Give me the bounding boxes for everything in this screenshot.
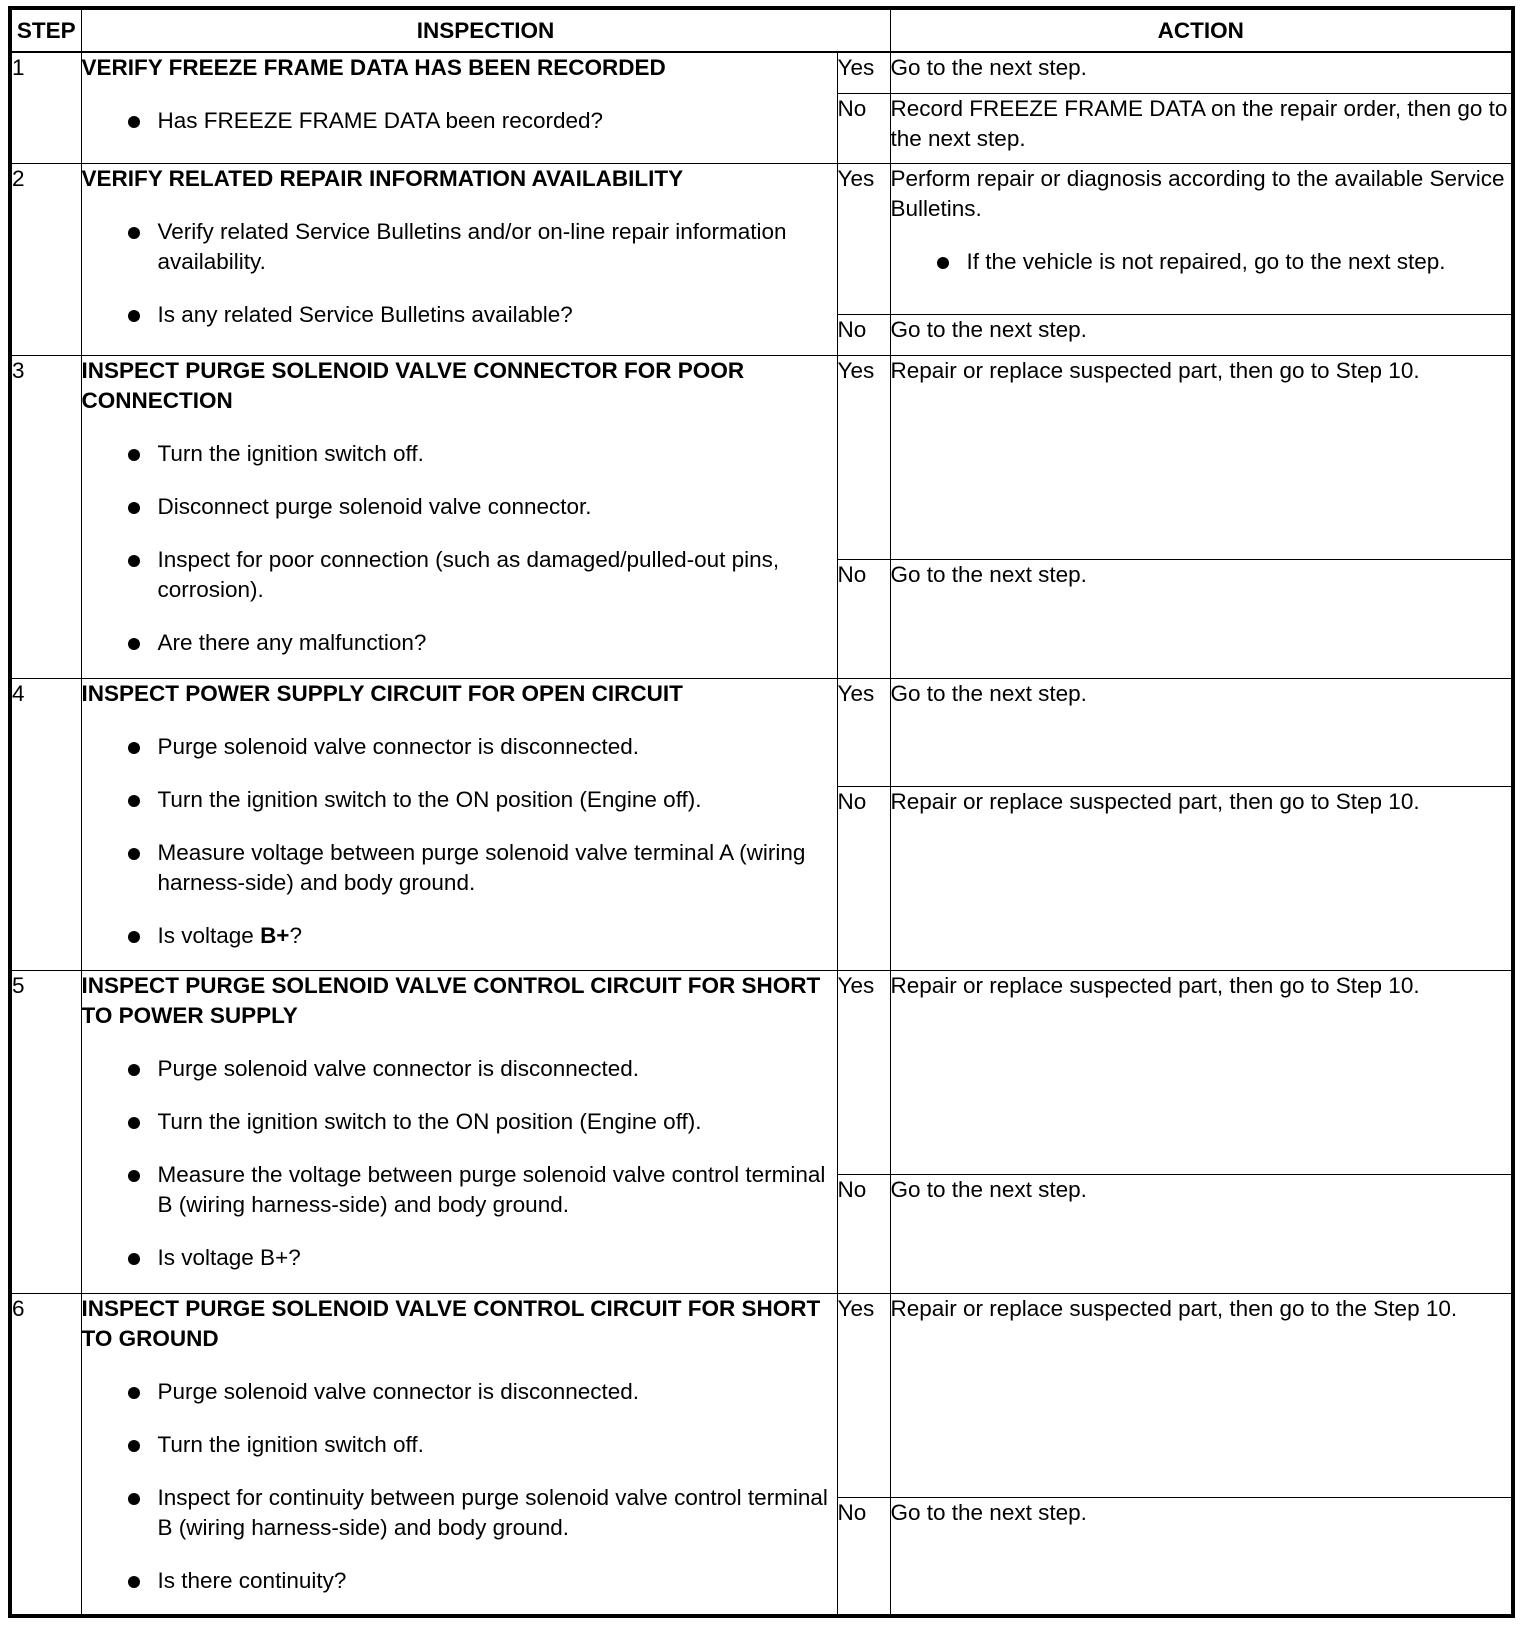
bullet-list <box>82 732 837 951</box>
bullet-item: Is there continuity? <box>82 1566 837 1596</box>
yes-action: Repair or replace suspected part, then go to Step 10. <box>890 970 1513 1174</box>
step-5-inspection <box>81 970 837 1293</box>
bullet-item: Inspect for continuity between purge solenoid valve control terminal B (wiring harness-side) and body ground. <box>82 1483 837 1543</box>
no-label: No <box>837 93 890 163</box>
diagnostic-table <box>8 6 1515 1618</box>
bullet-item: Turn the ignition switch off. <box>82 1430 837 1460</box>
bullet-item: Turn the ignition switch to the ON position (Engine off). <box>82 1107 837 1137</box>
bullet-item: Turn the ignition switch to the ON position (Engine off). <box>82 785 837 815</box>
bullet-list <box>82 217 837 330</box>
step-2-inspection <box>81 163 837 355</box>
step-title: INSPECT PURGE SOLENOID VALVE CONTROL CIRCUIT FOR SHORT TO POWER SUPPLY <box>81 972 821 1028</box>
step-1-yes-row <box>10 52 1513 93</box>
step-4-yes-row <box>10 678 1513 786</box>
bullet-item: Is voltage B+? <box>82 1243 837 1273</box>
bullet-item: Turn the ignition switch off. <box>82 439 837 469</box>
bullet-list <box>82 1377 837 1596</box>
step-number: 2 <box>10 163 81 355</box>
step-number: 5 <box>10 970 81 1293</box>
step-number: 1 <box>10 52 81 163</box>
step-number: 4 <box>10 678 81 970</box>
yes-label: Yes <box>837 355 890 559</box>
no-label: No <box>837 786 890 970</box>
bullet-item: Verify related Service Bulletins and/or on-line repair information availability. <box>82 217 837 277</box>
bullet-list <box>82 106 837 136</box>
step-title: INSPECT PURGE SOLENOID VALVE CONNECTOR FOR POOR CONNECTION <box>81 357 745 413</box>
yes-action: Repair or replace suspected part, then go to the Step 10. <box>890 1293 1513 1497</box>
no-label: No <box>837 559 890 678</box>
bullet-item: Has FREEZE FRAME DATA been recorded? <box>82 106 837 136</box>
yes-action: Go to the next step. <box>890 678 1513 786</box>
yes-action-text: Perform repair or diagnosis according to the available Service Bulletins. <box>890 165 1505 221</box>
yes-label: Yes <box>837 52 890 93</box>
no-label: No <box>837 314 890 355</box>
bullet-item: Measure voltage between purge solenoid valve terminal A (wiring harness-side) and body ground. <box>82 838 837 898</box>
no-action: Go to the next step. <box>890 559 1513 678</box>
step-4-inspection <box>81 678 837 970</box>
no-action: Record FREEZE FRAME DATA on the repair order, then go to the next step. <box>890 93 1513 163</box>
step-6-inspection <box>81 1293 837 1616</box>
no-action: Go to the next step. <box>890 314 1513 355</box>
bullet-list <box>82 439 837 658</box>
no-action: Repair or replace suspected part, then go to Step 10. <box>890 786 1513 970</box>
bullet-item: Purge solenoid valve connector is disconnected. <box>82 1377 837 1407</box>
step-title: VERIFY RELATED REPAIR INFORMATION AVAILABILITY <box>81 165 684 191</box>
step-3-inspection <box>81 355 837 678</box>
step-2-yes-row <box>10 163 1513 314</box>
action-bullet-list <box>891 247 1512 277</box>
step-5-yes-row <box>10 970 1513 1174</box>
bullet-item: Disconnect purge solenoid valve connector. <box>82 492 837 522</box>
step-number: 6 <box>10 1293 81 1616</box>
bullet-item: Purge solenoid valve connector is disconnected. <box>82 732 837 762</box>
yes-label: Yes <box>837 678 890 786</box>
bullet-item: Purge solenoid valve connector is disconnected. <box>82 1054 837 1084</box>
bullet-text: Is voltage <box>157 922 261 948</box>
bullet-value-bold: B+ <box>260 922 290 948</box>
table-header-row <box>10 8 1513 52</box>
header-action: ACTION <box>890 8 1513 52</box>
step-1-inspection <box>81 52 837 163</box>
no-label: No <box>837 1174 890 1293</box>
bullet-item <box>82 921 837 951</box>
step-title: VERIFY FREEZE FRAME DATA HAS BEEN RECORDED <box>81 55 666 80</box>
no-action: Go to the next step. <box>890 1174 1513 1293</box>
diagnostic-procedure-sheet <box>8 6 1511 1618</box>
yes-label: Yes <box>837 1293 890 1497</box>
yes-action <box>890 163 1513 314</box>
yes-action: Repair or replace suspected part, then go to Step 10. <box>890 355 1513 559</box>
yes-label: Yes <box>837 163 890 314</box>
header-step: STEP <box>10 8 81 52</box>
step-3-yes-row <box>10 355 1513 559</box>
bullet-item: Are there any malfunction? <box>82 628 837 658</box>
step-title: INSPECT POWER SUPPLY CIRCUIT FOR OPEN CIRCUIT <box>81 680 683 706</box>
bullet-item: Is any related Service Bulletins available? <box>82 300 837 330</box>
action-bullet-item: If the vehicle is not repaired, go to the next step. <box>891 247 1512 277</box>
bullet-item: Measure the voltage between purge solenoid valve control terminal B (wiring harness-side) and body ground. <box>82 1160 837 1220</box>
bullet-suffix: ? <box>289 922 302 948</box>
no-label: No <box>837 1497 890 1616</box>
yes-label: Yes <box>837 970 890 1174</box>
bullet-item: Inspect for poor connection (such as damaged/pulled-out pins, corrosion). <box>82 545 837 605</box>
bullet-list <box>82 1054 837 1273</box>
step-title: INSPECT PURGE SOLENOID VALVE CONTROL CIRCUIT FOR SHORT TO GROUND <box>81 1295 821 1351</box>
step-6-yes-row <box>10 1293 1513 1497</box>
step-number: 3 <box>10 355 81 678</box>
no-action: Go to the next step. <box>890 1497 1513 1616</box>
yes-action: Go to the next step. <box>890 52 1513 93</box>
header-inspection: INSPECTION <box>81 8 890 52</box>
